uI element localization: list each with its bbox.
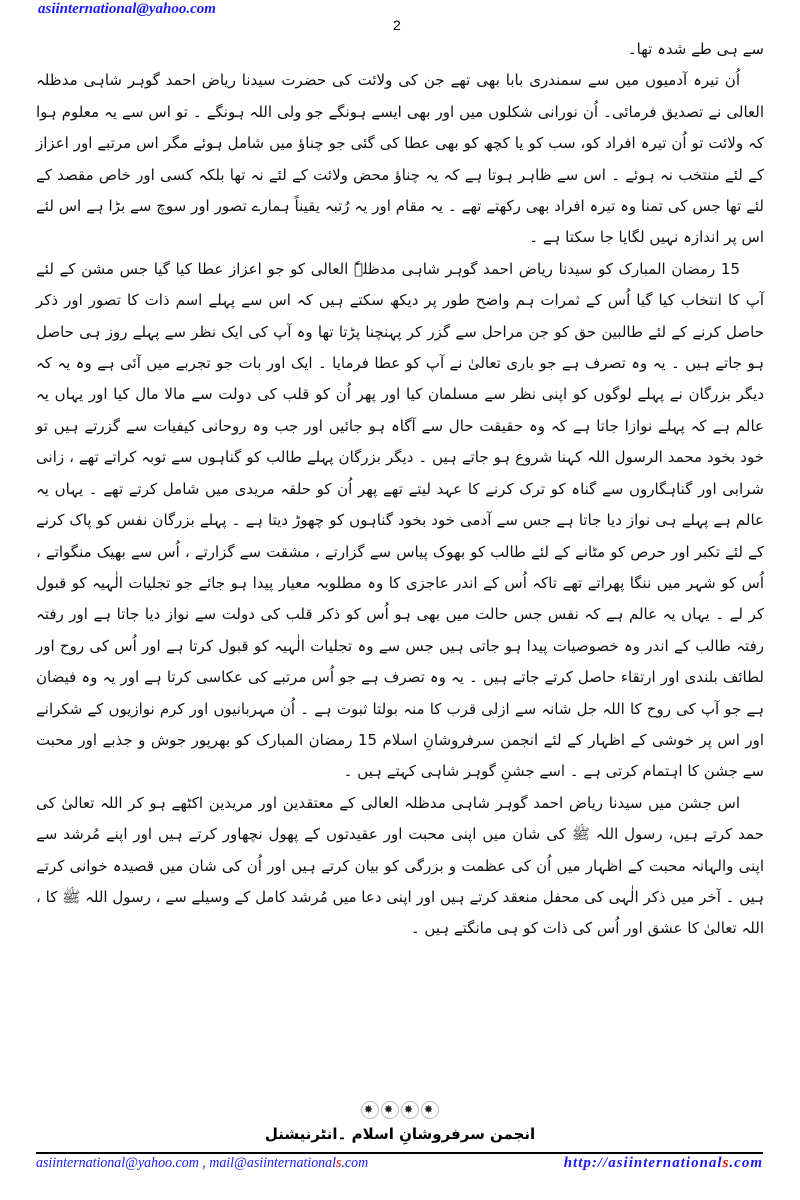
footer-email-text[interactable]: asiinternational@yahoo.com , mail@asiinternational: [36, 1155, 337, 1171]
page-number: 2: [393, 17, 401, 33]
star-ornament-icon: ✸: [381, 1101, 399, 1119]
footer-url-text[interactable]: http://asiinternational: [563, 1155, 723, 1171]
ornament-divider: [0, 1101, 800, 1119]
paragraph-jashn: اس جشن میں سیدنا ریاض احمد گوہر شاہی مدظلہ العالی کے معتقدین اور مریدین اکٹھے ہو کر اللہ تعالیٰ کی حمد کرتے ہیں، رسول اللہ ﷺ کی شان میں اپنی محبت اور عقیدتوں کے پھول نچھاور کرتے ہیں اور اپنے مُرشد سے اپنی والہانہ محبت کے اظہار میں اُن کی عظمت و بزرگی کو بیان کرتے ہیں اور اُن کی شان میں قصیدہ خوانی کرتے ہیں ۔ آخر میں ذکر الٰہی کی محفل منعقد کرتے ہیں اور اپنی دعا میں مُرشد کامل کے وسیلے سے ، رسول اللہ ﷺ کا ، اللہ تعالیٰ کا عشق اور اُس کی ذات کو ہی مانگتے ہیں ۔: [36, 793, 764, 938]
star-ornament-icon: ✸: [361, 1101, 379, 1119]
footer-url-red-letter[interactable]: s: [722, 1155, 730, 1171]
paragraph-thirteen-men: اُن تیرہ آدمیوں میں سے سمندری بابا بھی تھے جن کی ولائت کی حضرت سیدنا ریاض احمد گوہر شاہی مدظلہ العالی نے تصدیق فرمائی۔ اُن نورانی شکلوں میں اور بھی ایسے ہونگے جو ولی اللہ ہونگے ۔ تو اس سے یہ معلوم ہوا کہ ولائت تو اُن تیرہ افراد کو، سب کو یا کچھ کو بھی عطا کی گئی جو چناؤ میں شامل ہوئے مگر اس مرتبے اور اعزاز کے لئے منتخب نہ ہوئے ۔ اس سے ظاہر ہوتا ہے کہ یہ چناؤ محض ولائت کے لئے نہ تھا بلکہ کسی اور خاص مقصد کے لئے تھا جس کی تمنا وہ تیرہ افراد بھی رکھتے تھے ۔ یہ مقام اور یہ رُتبہ یقیناً ہمارے تصور اور سوچ سے بڑا ہے اس لئے اس پر اندازہ نہیں لگایا جا سکتا ہے ۔: [36, 71, 764, 247]
paragraph-continuation: سے ہی طے شدہ تھا۔: [627, 40, 764, 58]
document-body: [36, 34, 764, 945]
footer-emails[interactable]: [36, 1155, 368, 1172]
footer-divider: [36, 1152, 763, 1154]
star-ornament-icon: ✸: [401, 1101, 419, 1119]
paragraph-15-ramadan: 15 رمضان المبارک کو سیدنا ریاض احمد گوہر شاہی مدظلہٗ العالی کو جو اعزاز عطا کیا گیا جس مشن کے لئے آپ کا انتخاب کیا گیا اُس کے ثمرات ہم واضح طور پر دیکھ سکتے ہیں کہ اس سے پہلے اسم ذات کا تصور اور ذکر حاصل کرنے کے لئے طالبین حق کو جن مراحل سے گزر کر پہنچنا پڑتا تھا وہ آپ کی ایک نظر سے پہلے روز ہی حاصل ہو جاتے ہیں ۔ یہ وہ تصرف ہے جو باری تعالیٰ نے آپ کو عطا فرمایا ۔ ایک اور بات جو تجربے میں آئی ہے وہ یہ کہ دیگر بزرگان نے پہلے لوگوں کو اپنی نظر سے مسلمان کیا اور پھر اُن کو قلب کی دولت سے مالا مال کیا اور یہاں یہ عالم ہے کہ پہلے نوازا جاتا ہے کہ وہ حقیقت حال سے آگاہ ہو جائیں اور جب وہ روحانی کیفیات سے گزرتے ہیں تو خود بخود محمد الرسول اللہ کہنا شروع ہو جاتے ہیں ۔ دیگر بزرگان پہلے طالب کو گناہوں سے توبہ کراتے تھے ، زانی شرابی اور گناہگاروں سے گناہ کو ترک کرنے کا عہد لیتے تھے پھر اُن کو حلقہ مریدی میں شامل کرتے تھے ۔ یہاں یہ عالم ہے پہلے ہی نواز دیا جاتا ہے جس سے آدمی خود بخود گناہوں کو چھوڑ دیتا ہے ۔ پہلے بزرگان نفس کو پاک کرنے کے لئے تکبر اور حرص کو مٹانے کے لئے طالب کو بھوک پیاس سے گزارتے ، مشقت سے گزارتے ، اُس سے بھیک منگواتے ، اُس کو شہر میں ننگا پھراتے تھے تاکہ اُس کے اندر عاجزی کا وہ مطلوبہ معیار پیدا ہو جائے جو تجلیات الٰہیہ کو قبول کر لے ۔ یہاں یہ عالم ہے کہ نفس جس حالت میں بھی ہو اُس کو ذکر قلب کی دولت سے نواز دیا جاتا ہے اور رفتہ رفتہ طالب کے اندر وہ خصوصیات پیدا ہو جاتی ہیں جس سے وہ تجلیات الٰہیہ کو قبول کرتا ہے اور اُس کی روح اور لطائف بلندی اور ارتقاء حاصل کرتے جاتے ہیں ۔ یہ وہ تصرف ہے جو اُس مرتبے کی عکاسی کرتا ہے اور یہ وہ فیضان ہے جو آپ کی روح کا اللہ جل شانہ سے ازلی قرب کا منہ بولتا ثبوت ہے ۔ اُن مہربانیوں اور کرم نوازیوں کے شکرانے اور اس پر خوشی کے اظہار کے لئے انجمن سرفروشانِ اسلام 15 رمضان المبارک کو بھرپور جوش و جذبے اور محبت سے جشن کا اہتمام کرتی ہے ۔ اسے جشنِ گوہر شاہی کہتے ہیں ۔: [36, 259, 765, 781]
footer-organization-title: انجمن سرفروشانِ اسلام ۔انٹرنیشنل: [264, 1125, 536, 1143]
footer-email-suffix[interactable]: .com: [341, 1155, 369, 1171]
header-email-link[interactable]: asiinternational@yahoo.com: [38, 1, 216, 17]
star-ornament-icon: ✸: [421, 1101, 439, 1119]
footer-email-red-letter[interactable]: s: [336, 1155, 342, 1171]
footer-website-link[interactable]: [564, 1155, 763, 1172]
footer-url-suffix[interactable]: .com: [729, 1155, 763, 1171]
